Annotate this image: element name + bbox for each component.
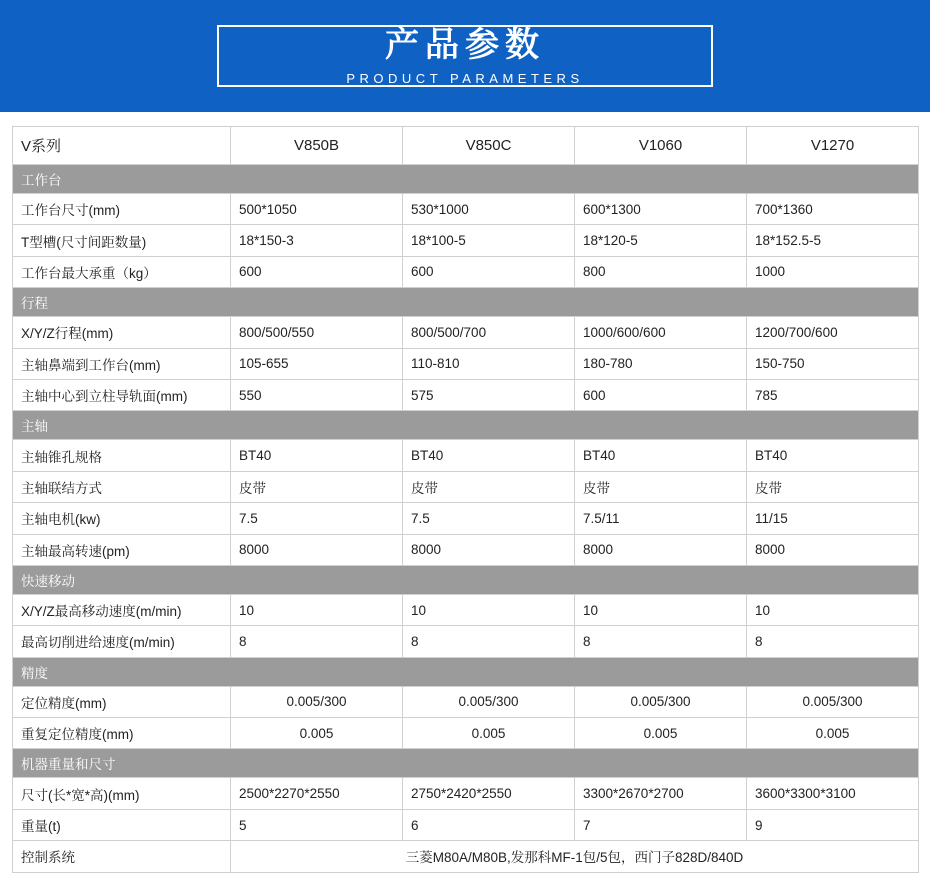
table-section-row: [13, 565, 919, 594]
row-value: 18*100-5: [403, 225, 575, 256]
row-value: 785: [747, 379, 919, 410]
row-value: 8000: [231, 534, 403, 565]
row-value: 18*150-3: [231, 225, 403, 256]
row-value: 800: [575, 256, 747, 287]
page-banner: [0, 0, 930, 112]
table-row: [13, 317, 919, 348]
section-title: 机器重量和尺寸: [13, 749, 919, 778]
row-value: 5: [231, 809, 403, 840]
row-value: 18*120-5: [575, 225, 747, 256]
row-label: 控制系统: [13, 841, 231, 872]
row-value: 180-780: [575, 348, 747, 379]
section-title: 工作台: [13, 165, 919, 194]
table-row: [13, 778, 919, 809]
section-title: 行程: [13, 288, 919, 317]
row-value: 800/500/700: [403, 317, 575, 348]
row-value: 皮带: [403, 471, 575, 502]
table-row: [13, 534, 919, 565]
row-value: 皮带: [747, 471, 919, 502]
table-row: [13, 256, 919, 287]
header-model-V850C: V850C: [403, 127, 575, 165]
row-label: 主轴联结方式: [13, 471, 231, 502]
row-label: 主轴锥孔规格: [13, 440, 231, 471]
banner-inner: [255, 17, 675, 95]
section-title: 精度: [13, 657, 919, 686]
row-label: 主轴电机(kw): [13, 503, 231, 534]
table-section-row: [13, 411, 919, 440]
row-value: 600*1300: [575, 194, 747, 225]
row-value: 0.005/300: [575, 686, 747, 717]
row-value: 700*1360: [747, 194, 919, 225]
row-value: 0.005: [231, 718, 403, 749]
row-value: 9: [747, 809, 919, 840]
row-value: BT40: [403, 440, 575, 471]
spec-table-wrapper: [0, 112, 930, 873]
row-value: 1000: [747, 256, 919, 287]
row-value: 10: [575, 594, 747, 625]
row-value: 3300*2670*2700: [575, 778, 747, 809]
section-title: 快速移动: [13, 565, 919, 594]
row-value: 8: [231, 626, 403, 657]
row-label: 工作台尺寸(mm): [13, 194, 231, 225]
table-row: [13, 718, 919, 749]
row-value: 110-810: [403, 348, 575, 379]
table-row: [13, 194, 919, 225]
table-section-row: [13, 657, 919, 686]
table-row: [13, 686, 919, 717]
row-value: 7.5: [231, 503, 403, 534]
row-value: 11/15: [747, 503, 919, 534]
header-series-label: V系列: [13, 127, 231, 165]
header-model-V1060: V1060: [575, 127, 747, 165]
spec-table: [12, 126, 919, 873]
row-value: 105-655: [231, 348, 403, 379]
row-value: 8000: [747, 534, 919, 565]
row-label: 工作台最大承重（kg）: [13, 256, 231, 287]
row-value: 0.005: [747, 718, 919, 749]
row-value: 0.005: [403, 718, 575, 749]
row-value: 皮带: [231, 471, 403, 502]
table-row: [13, 841, 919, 872]
row-value: BT40: [747, 440, 919, 471]
row-value: 8: [575, 626, 747, 657]
row-value: 7: [575, 809, 747, 840]
row-value: 2500*2270*2550: [231, 778, 403, 809]
row-value: 500*1050: [231, 194, 403, 225]
row-value: 皮带: [575, 471, 747, 502]
row-value: 0.005: [575, 718, 747, 749]
table-section-row: [13, 165, 919, 194]
row-label: 主轴鼻端到工作台(mm): [13, 348, 231, 379]
page-title: 产品参数: [371, 28, 559, 62]
row-label: 主轴最高转速(pm): [13, 534, 231, 565]
row-label: 最高切削进给速度(m/min): [13, 626, 231, 657]
row-value: 600: [231, 256, 403, 287]
row-value: 18*152.5-5: [747, 225, 919, 256]
row-value: 800/500/550: [231, 317, 403, 348]
row-value: 7.5/11: [575, 503, 747, 534]
row-value: 10: [231, 594, 403, 625]
row-value: 7.5: [403, 503, 575, 534]
row-value: 600: [575, 379, 747, 410]
table-row: [13, 809, 919, 840]
table-row: [13, 626, 919, 657]
row-value: 8: [747, 626, 919, 657]
row-label: 主轴中心到立柱导轨面(mm): [13, 379, 231, 410]
row-value: 1200/700/600: [747, 317, 919, 348]
table-section-row: [13, 749, 919, 778]
row-label: T型槽(尺寸间距数量): [13, 225, 231, 256]
table-row: [13, 348, 919, 379]
row-value: 三菱M80A/M80B,发那科MF-1包/5包，西门子828D/840D: [231, 841, 919, 872]
row-value: 2750*2420*2550: [403, 778, 575, 809]
row-value: 0.005/300: [403, 686, 575, 717]
row-value: 150-750: [747, 348, 919, 379]
header-model-V850B: V850B: [231, 127, 403, 165]
row-label: 重复定位精度(mm): [13, 718, 231, 749]
row-value: 0.005/300: [231, 686, 403, 717]
row-label: 重量(t): [13, 809, 231, 840]
row-label: X/Y/Z最高移动速度(m/min): [13, 594, 231, 625]
row-value: 600: [403, 256, 575, 287]
table-row: [13, 594, 919, 625]
table-row: [13, 503, 919, 534]
row-value: 8: [403, 626, 575, 657]
section-title: 主轴: [13, 411, 919, 440]
table-row: [13, 379, 919, 410]
row-value: 550: [231, 379, 403, 410]
row-value: 10: [403, 594, 575, 625]
table-row: [13, 225, 919, 256]
row-value: 8000: [403, 534, 575, 565]
table-section-row: [13, 288, 919, 317]
table-row: [13, 471, 919, 502]
row-value: 0.005/300: [747, 686, 919, 717]
row-value: 8000: [575, 534, 747, 565]
header-model-V1270: V1270: [747, 127, 919, 165]
table-row: [13, 440, 919, 471]
row-label: 定位精度(mm): [13, 686, 231, 717]
row-label: X/Y/Z行程(mm): [13, 317, 231, 348]
row-label: 尺寸(长*宽*高)(mm): [13, 778, 231, 809]
row-value: 1000/600/600: [575, 317, 747, 348]
row-value: 3600*3300*3100: [747, 778, 919, 809]
table-header-row: [13, 127, 919, 165]
row-value: 6: [403, 809, 575, 840]
row-value: 530*1000: [403, 194, 575, 225]
row-value: 575: [403, 379, 575, 410]
row-value: 10: [747, 594, 919, 625]
row-value: BT40: [231, 440, 403, 471]
page-subtitle: PRODUCT PARAMETERS: [334, 72, 595, 85]
row-value: BT40: [575, 440, 747, 471]
